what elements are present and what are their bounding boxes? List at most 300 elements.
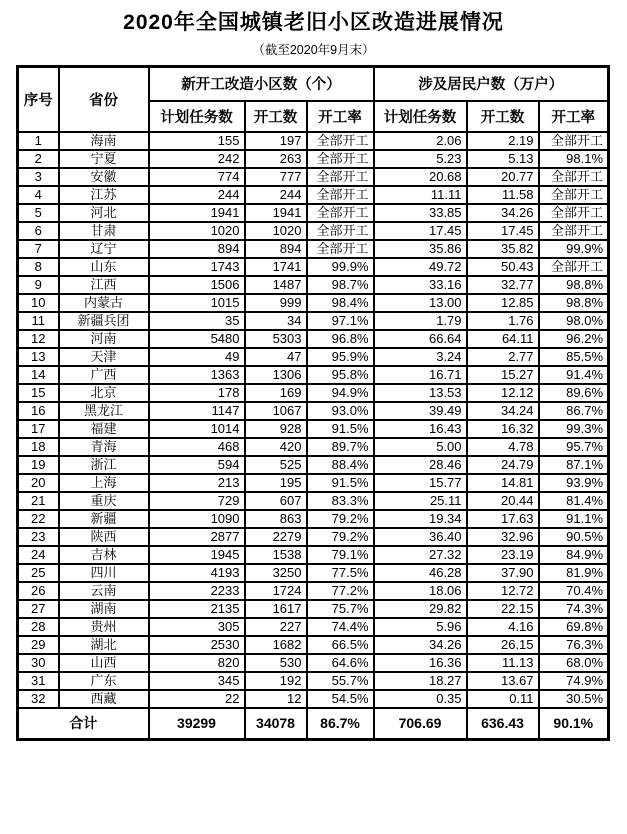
province-name: 北京 (59, 384, 149, 402)
household-start-rate: 99.9% (539, 240, 609, 258)
table-row (18, 186, 609, 204)
province-name: 上海 (59, 474, 149, 492)
header-plan-count: 计划任务数 (149, 101, 245, 132)
header-group-households: 涉及居民户数（万户） (374, 67, 609, 101)
header-index: 序号 (18, 67, 59, 132)
row-index: 1 (18, 132, 59, 150)
row-index: 29 (18, 636, 59, 654)
plan-households: 0.35 (374, 690, 467, 708)
start-count: 999 (245, 294, 307, 312)
start-count: 1941 (245, 204, 307, 222)
plan-households: 5.00 (374, 438, 467, 456)
plan-households: 13.53 (374, 384, 467, 402)
start-rate: 91.5% (307, 420, 374, 438)
start-households: 12.85 (467, 294, 539, 312)
table-row (18, 168, 609, 186)
total-plan-households: 706.69 (374, 708, 467, 740)
start-count: 1617 (245, 600, 307, 618)
page-subtitle: （截至2020年9月末） (252, 43, 375, 57)
start-count: 1306 (245, 366, 307, 384)
start-households: 64.11 (467, 330, 539, 348)
row-index: 21 (18, 492, 59, 510)
start-households: 16.32 (467, 420, 539, 438)
province-name: 福建 (59, 420, 149, 438)
table-row (18, 492, 609, 510)
plan-households: 39.49 (374, 402, 467, 420)
plan-households: 28.46 (374, 456, 467, 474)
table-row (18, 240, 609, 258)
start-households: 22.15 (467, 600, 539, 618)
start-count: 197 (245, 132, 307, 150)
household-start-rate: 74.9% (539, 672, 609, 690)
plan-count: 1090 (149, 510, 245, 528)
province-name: 天津 (59, 348, 149, 366)
start-count: 894 (245, 240, 307, 258)
plan-count: 178 (149, 384, 245, 402)
start-count: 169 (245, 384, 307, 402)
household-start-rate: 95.7% (539, 438, 609, 456)
plan-households: 3.24 (374, 348, 467, 366)
row-index: 23 (18, 528, 59, 546)
plan-count: 213 (149, 474, 245, 492)
row-index: 30 (18, 654, 59, 672)
start-rate: 全部开工 (307, 168, 374, 186)
start-count: 420 (245, 438, 307, 456)
plan-households: 18.27 (374, 672, 467, 690)
row-index: 16 (18, 402, 59, 420)
table-row (18, 384, 609, 402)
province-name: 陕西 (59, 528, 149, 546)
row-index: 24 (18, 546, 59, 564)
plan-count: 305 (149, 618, 245, 636)
province-name: 安徽 (59, 168, 149, 186)
start-count: 1682 (245, 636, 307, 654)
start-households: 20.77 (467, 168, 539, 186)
row-index: 7 (18, 240, 59, 258)
start-rate: 95.8% (307, 366, 374, 384)
start-rate: 全部开工 (307, 150, 374, 168)
header-province: 省份 (59, 67, 149, 132)
plan-households: 33.85 (374, 204, 467, 222)
household-start-rate: 93.9% (539, 474, 609, 492)
row-index: 2 (18, 150, 59, 168)
start-households: 26.15 (467, 636, 539, 654)
start-count: 47 (245, 348, 307, 366)
row-index: 3 (18, 168, 59, 186)
plan-households: 36.40 (374, 528, 467, 546)
row-index: 5 (18, 204, 59, 222)
plan-households: 46.28 (374, 564, 467, 582)
table-row (18, 456, 609, 474)
start-rate: 96.8% (307, 330, 374, 348)
province-name: 新疆兵团 (59, 312, 149, 330)
plan-count: 345 (149, 672, 245, 690)
household-start-rate: 全部开工 (539, 132, 609, 150)
start-count: 12 (245, 690, 307, 708)
total-start-count: 34078 (245, 708, 307, 740)
start-households: 2.77 (467, 348, 539, 366)
start-households: 11.13 (467, 654, 539, 672)
plan-count: 5480 (149, 330, 245, 348)
plan-count: 1015 (149, 294, 245, 312)
plan-count: 1147 (149, 402, 245, 420)
row-index: 11 (18, 312, 59, 330)
start-households: 50.43 (467, 258, 539, 276)
start-rate: 79.1% (307, 546, 374, 564)
province-name: 湖南 (59, 600, 149, 618)
table-row (18, 690, 609, 708)
plan-households: 5.23 (374, 150, 467, 168)
table-row (18, 402, 609, 420)
plan-count: 1020 (149, 222, 245, 240)
start-rate: 全部开工 (307, 222, 374, 240)
province-name: 江西 (59, 276, 149, 294)
start-households: 35.82 (467, 240, 539, 258)
plan-households: 33.16 (374, 276, 467, 294)
household-start-rate: 89.6% (539, 384, 609, 402)
province-name: 辽宁 (59, 240, 149, 258)
start-count: 5303 (245, 330, 307, 348)
table-row (18, 636, 609, 654)
start-households: 17.63 (467, 510, 539, 528)
province-name: 河北 (59, 204, 149, 222)
household-start-rate: 全部开工 (539, 186, 609, 204)
start-rate: 77.5% (307, 564, 374, 582)
row-index: 20 (18, 474, 59, 492)
province-name: 广西 (59, 366, 149, 384)
household-start-rate: 全部开工 (539, 258, 609, 276)
household-start-rate: 85.5% (539, 348, 609, 366)
household-start-rate: 81.9% (539, 564, 609, 582)
start-rate: 74.4% (307, 618, 374, 636)
table-row (18, 618, 609, 636)
province-name: 广东 (59, 672, 149, 690)
household-start-rate: 87.1% (539, 456, 609, 474)
province-name: 湖北 (59, 636, 149, 654)
household-start-rate: 70.4% (539, 582, 609, 600)
progress-table (16, 65, 610, 741)
total-label: 合计 (18, 708, 149, 740)
plan-count: 729 (149, 492, 245, 510)
start-count: 2279 (245, 528, 307, 546)
row-index: 31 (18, 672, 59, 690)
start-rate: 79.2% (307, 528, 374, 546)
household-start-rate: 98.8% (539, 276, 609, 294)
start-rate: 64.6% (307, 654, 374, 672)
row-index: 19 (18, 456, 59, 474)
header-group-communities: 新开工改造小区数（个） (149, 67, 374, 101)
province-name: 河南 (59, 330, 149, 348)
table-row (18, 672, 609, 690)
table-row (18, 474, 609, 492)
start-count: 244 (245, 186, 307, 204)
start-count: 1538 (245, 546, 307, 564)
table-row (18, 276, 609, 294)
row-index: 25 (18, 564, 59, 582)
plan-count: 244 (149, 186, 245, 204)
plan-households: 66.64 (374, 330, 467, 348)
table-body (18, 132, 609, 708)
start-households: 15.27 (467, 366, 539, 384)
table-row (18, 438, 609, 456)
start-rate: 88.4% (307, 456, 374, 474)
row-index: 32 (18, 690, 59, 708)
start-households: 23.19 (467, 546, 539, 564)
start-households: 14.81 (467, 474, 539, 492)
start-households: 34.24 (467, 402, 539, 420)
table-row (18, 222, 609, 240)
table-footer (18, 708, 609, 740)
row-index: 9 (18, 276, 59, 294)
household-start-rate: 81.4% (539, 492, 609, 510)
province-name: 山东 (59, 258, 149, 276)
province-name: 江苏 (59, 186, 149, 204)
table-row (18, 582, 609, 600)
start-households: 1.76 (467, 312, 539, 330)
table-row (18, 546, 609, 564)
start-count: 195 (245, 474, 307, 492)
row-index: 26 (18, 582, 59, 600)
start-count: 3250 (245, 564, 307, 582)
start-count: 1487 (245, 276, 307, 294)
plan-households: 29.82 (374, 600, 467, 618)
start-rate: 75.7% (307, 600, 374, 618)
plan-count: 1014 (149, 420, 245, 438)
household-start-rate: 76.3% (539, 636, 609, 654)
table-row (18, 366, 609, 384)
plan-count: 22 (149, 690, 245, 708)
province-name: 宁夏 (59, 150, 149, 168)
plan-households: 35.86 (374, 240, 467, 258)
start-households: 4.16 (467, 618, 539, 636)
plan-households: 27.32 (374, 546, 467, 564)
start-households: 20.44 (467, 492, 539, 510)
total-row (18, 708, 609, 740)
province-name: 重庆 (59, 492, 149, 510)
row-index: 8 (18, 258, 59, 276)
table-row (18, 204, 609, 222)
table-row (18, 564, 609, 582)
row-index: 28 (18, 618, 59, 636)
plan-households: 19.34 (374, 510, 467, 528)
province-name: 黑龙江 (59, 402, 149, 420)
row-index: 17 (18, 420, 59, 438)
plan-households: 25.11 (374, 492, 467, 510)
start-rate: 55.7% (307, 672, 374, 690)
start-households: 4.78 (467, 438, 539, 456)
start-rate: 66.5% (307, 636, 374, 654)
header-start-rate: 开工率 (307, 101, 374, 132)
plan-count: 894 (149, 240, 245, 258)
plan-households: 15.77 (374, 474, 467, 492)
province-name: 新疆 (59, 510, 149, 528)
start-count: 34 (245, 312, 307, 330)
start-households: 11.58 (467, 186, 539, 204)
province-name: 浙江 (59, 456, 149, 474)
table-header (18, 67, 609, 132)
table-row (18, 294, 609, 312)
start-rate: 全部开工 (307, 132, 374, 150)
row-index: 22 (18, 510, 59, 528)
start-count: 525 (245, 456, 307, 474)
row-index: 13 (18, 348, 59, 366)
household-start-rate: 98.0% (539, 312, 609, 330)
total-start-households: 636.43 (467, 708, 539, 740)
start-count: 1741 (245, 258, 307, 276)
row-index: 10 (18, 294, 59, 312)
household-start-rate: 68.0% (539, 654, 609, 672)
household-start-rate: 30.5% (539, 690, 609, 708)
start-rate: 77.2% (307, 582, 374, 600)
start-count: 192 (245, 672, 307, 690)
start-households: 12.12 (467, 384, 539, 402)
start-count: 263 (245, 150, 307, 168)
plan-households: 16.71 (374, 366, 467, 384)
start-rate: 93.0% (307, 402, 374, 420)
total-household-start-rate: 90.1% (539, 708, 609, 740)
plan-households: 16.43 (374, 420, 467, 438)
household-start-rate: 69.8% (539, 618, 609, 636)
household-start-rate: 91.4% (539, 366, 609, 384)
household-start-rate: 96.2% (539, 330, 609, 348)
plan-count: 4193 (149, 564, 245, 582)
plan-count: 242 (149, 150, 245, 168)
start-households: 0.11 (467, 690, 539, 708)
start-households: 32.77 (467, 276, 539, 294)
header-start-households: 开工数 (467, 101, 539, 132)
province-name: 四川 (59, 564, 149, 582)
plan-count: 1941 (149, 204, 245, 222)
table-row (18, 132, 609, 150)
start-rate: 94.9% (307, 384, 374, 402)
plan-households: 16.36 (374, 654, 467, 672)
row-index: 4 (18, 186, 59, 204)
start-households: 12.72 (467, 582, 539, 600)
plan-households: 34.26 (374, 636, 467, 654)
start-count: 607 (245, 492, 307, 510)
header-plan-households: 计划任务数 (374, 101, 467, 132)
start-count: 863 (245, 510, 307, 528)
row-index: 15 (18, 384, 59, 402)
household-start-rate: 全部开工 (539, 204, 609, 222)
plan-households: 17.45 (374, 222, 467, 240)
start-count: 1724 (245, 582, 307, 600)
start-rate: 97.1% (307, 312, 374, 330)
start-households: 32.96 (467, 528, 539, 546)
start-rate: 全部开工 (307, 240, 374, 258)
province-name: 甘肃 (59, 222, 149, 240)
start-count: 1020 (245, 222, 307, 240)
start-rate: 91.5% (307, 474, 374, 492)
start-rate: 98.7% (307, 276, 374, 294)
page-title: 2020年全国城镇老旧小区改造进展情况 (123, 11, 504, 34)
plan-households: 13.00 (374, 294, 467, 312)
province-name: 吉林 (59, 546, 149, 564)
start-rate: 98.4% (307, 294, 374, 312)
header-start-count: 开工数 (245, 101, 307, 132)
plan-households: 20.68 (374, 168, 467, 186)
plan-count: 1945 (149, 546, 245, 564)
row-index: 12 (18, 330, 59, 348)
table-row (18, 330, 609, 348)
table-row (18, 258, 609, 276)
table-row (18, 348, 609, 366)
start-households: 24.79 (467, 456, 539, 474)
start-rate: 83.3% (307, 492, 374, 510)
plan-households: 49.72 (374, 258, 467, 276)
start-rate: 全部开工 (307, 186, 374, 204)
total-start-rate: 86.7% (307, 708, 374, 740)
table-row (18, 150, 609, 168)
plan-count: 468 (149, 438, 245, 456)
province-name: 贵州 (59, 618, 149, 636)
start-households: 17.45 (467, 222, 539, 240)
row-index: 27 (18, 600, 59, 618)
province-name: 海南 (59, 132, 149, 150)
plan-count: 35 (149, 312, 245, 330)
household-start-rate: 全部开工 (539, 222, 609, 240)
province-name: 山西 (59, 654, 149, 672)
start-households: 5.13 (467, 150, 539, 168)
province-name: 青海 (59, 438, 149, 456)
table-row (18, 528, 609, 546)
household-start-rate: 74.3% (539, 600, 609, 618)
household-start-rate: 98.1% (539, 150, 609, 168)
table-row (18, 600, 609, 618)
table-row (18, 312, 609, 330)
plan-count: 155 (149, 132, 245, 150)
row-index: 6 (18, 222, 59, 240)
header-household-start-rate: 开工率 (539, 101, 609, 132)
table-row (18, 420, 609, 438)
household-start-rate: 99.3% (539, 420, 609, 438)
household-start-rate: 98.8% (539, 294, 609, 312)
plan-households: 18.06 (374, 582, 467, 600)
plan-count: 2135 (149, 600, 245, 618)
plan-count: 1743 (149, 258, 245, 276)
plan-households: 2.06 (374, 132, 467, 150)
plan-households: 11.11 (374, 186, 467, 204)
start-rate: 54.5% (307, 690, 374, 708)
household-start-rate: 90.5% (539, 528, 609, 546)
start-households: 37.90 (467, 564, 539, 582)
start-rate: 99.9% (307, 258, 374, 276)
start-rate: 95.9% (307, 348, 374, 366)
plan-count: 2233 (149, 582, 245, 600)
table-row (18, 654, 609, 672)
start-households: 2.19 (467, 132, 539, 150)
start-count: 777 (245, 168, 307, 186)
plan-count: 49 (149, 348, 245, 366)
row-index: 14 (18, 366, 59, 384)
plan-count: 774 (149, 168, 245, 186)
start-rate: 89.7% (307, 438, 374, 456)
plan-count: 2877 (149, 528, 245, 546)
plan-count: 1363 (149, 366, 245, 384)
household-start-rate: 全部开工 (539, 168, 609, 186)
plan-count: 1506 (149, 276, 245, 294)
household-start-rate: 91.1% (539, 510, 609, 528)
start-rate: 全部开工 (307, 204, 374, 222)
start-count: 530 (245, 654, 307, 672)
plan-households: 1.79 (374, 312, 467, 330)
total-plan-count: 39299 (149, 708, 245, 740)
plan-households: 5.96 (374, 618, 467, 636)
plan-count: 594 (149, 456, 245, 474)
start-count: 1067 (245, 402, 307, 420)
header-group-row (18, 67, 609, 101)
table-row (18, 510, 609, 528)
